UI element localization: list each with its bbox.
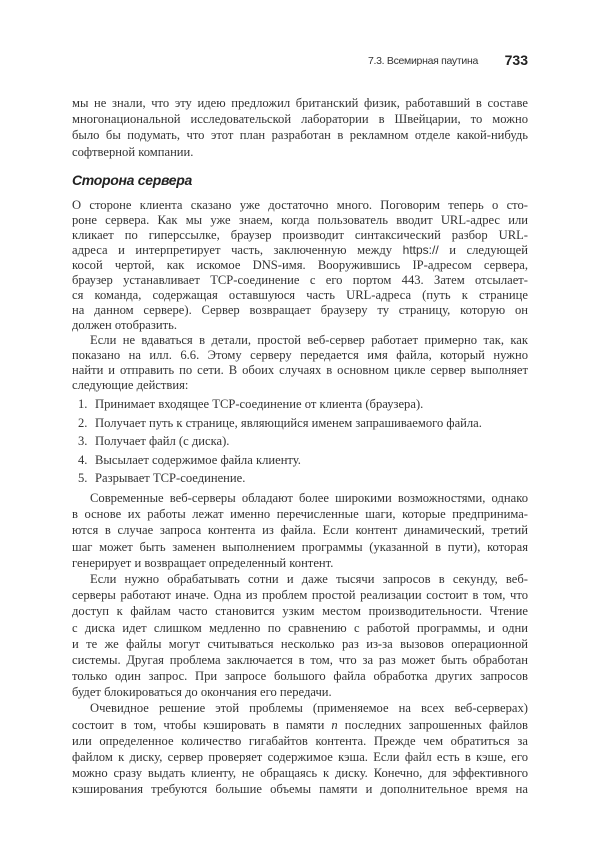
list-text: Получает путь к странице, являющийся именем запрашиваемого файла.	[95, 415, 482, 430]
text-line: следующие действия:	[72, 378, 189, 392]
section-title: 7.3. Всемирная паутина	[367, 55, 478, 67]
text-line: на данном сервере). Сервер возвращает браузеру ту страницу, которую он	[72, 303, 528, 317]
text-line: браузер устанавливает TCP-соединение с его портом 443. Затем отсылает-	[72, 273, 528, 287]
text-line: Если нужно обрабатывать сотни и даже тысячи запросов в секунду, веб-	[90, 571, 528, 586]
text-line	[72, 243, 528, 258]
text-line: косой чертой, как искомое DNS-имя. Вооружившись IP-адресом сервера,	[72, 258, 528, 272]
text-line	[72, 717, 528, 733]
paragraph-server-side	[72, 198, 528, 393]
text-line: Очевидное решение этой проблемы (применяемое на всех веб-серверах)	[90, 701, 528, 716]
text-line: найти и отправить по сети. В обоих случаях в основном цикле сервер выполняет	[72, 363, 528, 377]
text-line: файлом к диску, сервер проверяет содержимое кэша. Если файл есть в кэше, его	[72, 750, 528, 764]
text-line: системы. Другая проблема заключается в том, что за раз может быть обработан	[72, 652, 528, 667]
text-line: генерирует и возвращает определенный контент.	[72, 555, 334, 570]
list-item	[78, 395, 482, 414]
page-number: 733	[504, 52, 528, 68]
text-line: показано на илл. 6.6. Этому серверу передается имя файла, который нужно	[72, 348, 528, 362]
server-steps-list	[78, 395, 482, 488]
text-line: можно сразу выдать клиенту, не обращаясь к диску. Конечно, для эффективного	[72, 766, 528, 781]
section-heading: Сторона сервера	[72, 172, 193, 188]
text-line: и те же файлы могут считываться несколько раз из-за вызовов операционной	[72, 636, 528, 651]
text-line: с диска идет слишком медленно по сравнению с работой программы, и одни	[72, 620, 528, 635]
list-text: Принимает входящее TCP-соединение от клиента (браузера).	[95, 397, 424, 411]
text-line: будет блокироваться до окончания его передачи.	[72, 685, 332, 700]
text-line: в основе их работы лежат именно перечисленные шаги, которые предпринима-	[72, 507, 528, 522]
paragraph-intro	[72, 95, 528, 160]
text-line: серверы работают иначе. Одна из проблем простой реализации состоит в том, что	[72, 588, 528, 603]
list-number: 3.	[78, 434, 88, 448]
text-segment: состоит в том, чтобы кэшировать в памяти	[72, 717, 332, 732]
text-segment: адреса и интерпретирует часть, заключенную между	[72, 243, 403, 257]
text-line: ются в случае запроса контента из файла. Если контент динамический, третий	[72, 523, 528, 538]
text-line: многонациональной исследовательской лаборатории в Швейцарии, то можно	[72, 112, 528, 127]
text-line: или определенное количество гигабайтов контента. Прежде чем обратиться за	[72, 733, 528, 748]
text-line: ся команда, содержащая оставшуюся часть URL-адреса (путь к странице	[72, 288, 528, 302]
text-line: софтверной компании.	[72, 144, 194, 159]
list-text: Высылает содержимое файла клиенту.	[95, 452, 301, 467]
text-line: было бы подумать, что этот план разработан в рекламном отделе какой-нибудь	[72, 128, 528, 143]
text-line: мы не знали, что эту идею предложил британский физик, работавший в составе	[72, 96, 528, 110]
list-item	[78, 469, 482, 488]
list-item	[78, 432, 482, 451]
list-item	[78, 414, 482, 433]
code-https: https://	[402, 243, 439, 257]
list-number: 5.	[78, 471, 88, 485]
text-line: роне сервера. Как мы уже знаем, когда пользователь вводит URL-адрес или	[72, 213, 528, 227]
italic-variable-n: n	[331, 717, 338, 732]
list-item	[78, 451, 482, 470]
text-line: кликает по гиперссылке, браузер производит синтаксический разбор URL-	[72, 228, 528, 242]
list-text: Разрывает TCP-соединение.	[95, 471, 246, 485]
list-number: 4.	[78, 452, 88, 467]
text-line: Если не вдаваться в детали, простой веб-сервер работает примерно так, как	[90, 333, 528, 347]
list-text: Получает файл (с диска).	[95, 434, 230, 448]
text-line: Современные веб-серверы обладают более широкими возможностями, однако	[90, 491, 528, 505]
text-line: доступ к файлам часто становится узким местом производительности. Чтение	[72, 604, 528, 619]
text-line: кэширования требуются большие объемы памяти и дополнительное время на	[72, 782, 528, 797]
text-segment: и следующей	[438, 243, 528, 257]
text-line: О стороне клиента сказано уже достаточно много. Поговорим теперь о сто-	[72, 198, 528, 212]
text-line: должен отобразить.	[72, 318, 178, 332]
paragraph-modern-servers	[72, 490, 528, 798]
text-line: только один запрос. При запросе большого файла обработка других запросов	[72, 669, 528, 684]
text-segment: последних запрошенных файлов	[337, 717, 528, 732]
list-number: 2.	[78, 415, 88, 430]
list-number: 1.	[78, 397, 88, 411]
text-line: шаг может быть заменен выполнением программы (указанной в пути), которая	[72, 539, 528, 554]
